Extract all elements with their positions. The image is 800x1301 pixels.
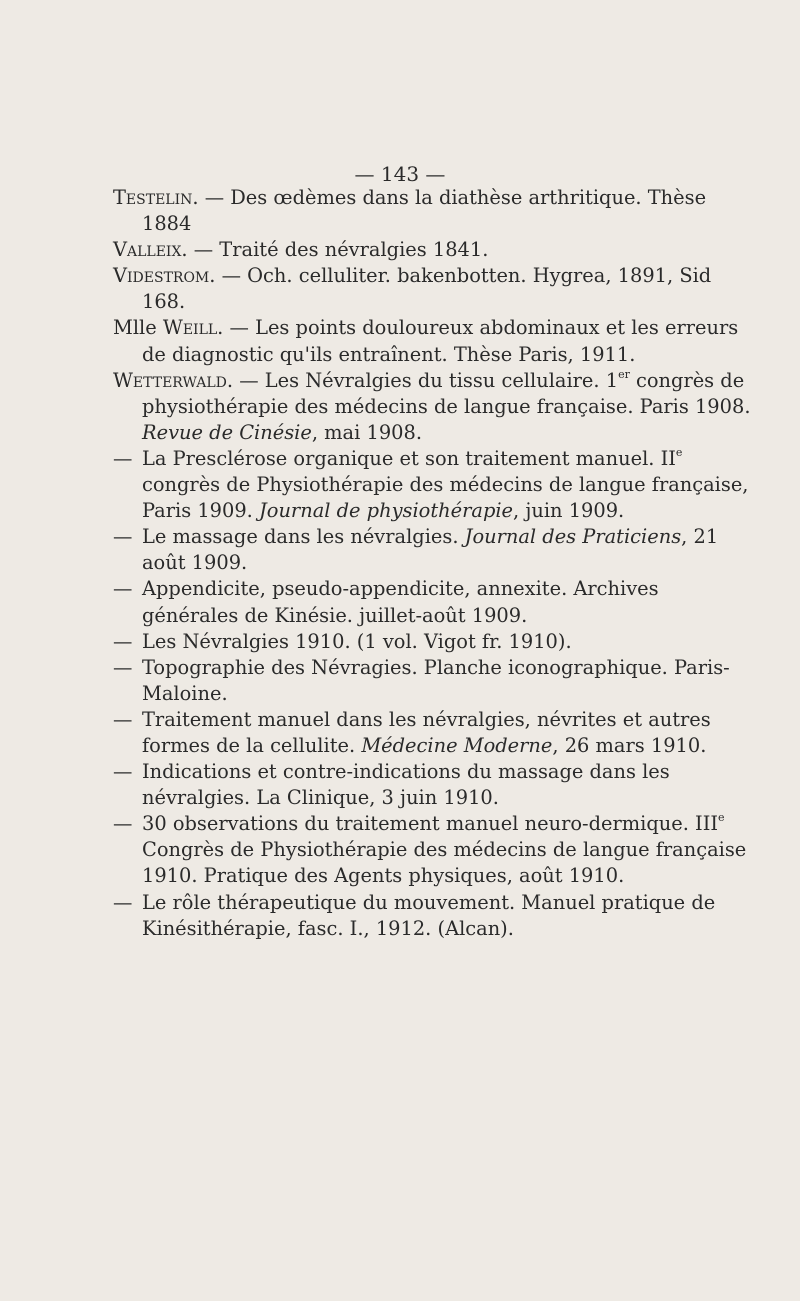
bib-entry [113,185,753,237]
bib-entry [113,576,753,628]
ordinal-superscript: er [618,367,630,381]
entry-text: Congrès de Physiothérapie des médecins de langue française 1910. Pratique des Agents physiques, août 1910. [142,838,747,888]
bib-entry [113,263,753,315]
entry-text: , 21 août 1909. [142,525,719,575]
journal-title: Médecine Moderne [361,733,553,757]
entry-text: Les Névralgies 1910. (1 vol. Vigot fr. 1910). [142,629,572,653]
entry-text: — Traité des névralgies 1841. [187,238,489,262]
bib-entry [113,524,753,576]
ditto-dash: — [113,890,133,914]
entry-text: 30 observations du traitement manuel neuro-dermique. III [142,812,719,836]
ordinal-superscript: e [675,445,683,459]
ditto-dash: — [113,655,133,679]
author-prefix: Mlle [113,316,163,340]
author-name: Testelin. [113,186,199,209]
entry-text: Appendicite, pseudo-appendicite, annexite. Archives générales de Kinésie. juillet-août 1909. [142,577,659,627]
bib-entry [113,315,753,367]
entry-text: congrès de physiothérapie des médecins de langue française. Paris 1908. [142,368,751,418]
ditto-dash: — [113,577,133,601]
entry-text: , juin 1909. [513,499,625,523]
entry-text: Le rôle thérapeutique du mouvement. Manuel pratique de Kinésithérapie, fasc. I., 1912. (Alcan). [142,890,716,940]
author-name: Valleix. [113,238,188,262]
ditto-dash: — [113,760,133,784]
page-number: — 143 — [354,162,446,186]
entry-text: Traitement manuel dans les névralgies, névrites et autres formes de la cellulite. [142,707,711,757]
entry-text: congrès de Physiothérapie des médecins de langue française, Paris 1909. [142,473,749,523]
bibliography-list [113,185,753,942]
entry-text: — Och. celluliter. bakenbotten. Hygrea, 1891, Sid 168. [142,264,712,314]
ditto-dash: — [113,629,133,653]
ordinal-superscript: e [718,811,725,825]
ditto-dash: — [113,707,133,731]
entry-text: Le massage dans les névralgies. [142,525,465,549]
author-name: Weill. [162,316,224,340]
entry-text: La Presclérose organique et son traitement manuel. II [142,446,676,470]
ditto-dash: — [113,446,133,470]
author-name: Wetterwald. [113,368,234,392]
entry-text: , 26 mars 1910. [552,733,707,757]
bib-entry [113,446,753,524]
journal-title: Revue de Cinésie [142,420,312,444]
entry-text: — Les points douloureux abdominaux et les erreurs de diagnostic qu'ils entraînent. Thèse Paris, 1911. [142,316,739,366]
author-name: Videstrom. [113,264,216,288]
bib-entry [113,237,753,263]
entry-text: Indications et contre-indications du massage dans les névralgies. La Clinique, 3 juin 1910. [142,760,670,810]
entry-text: — Les Névralgies du tissu cellulaire. 1 [233,368,619,392]
entry-text: , mai 1908. [311,420,422,444]
bib-entry [113,759,753,811]
bib-entry [113,811,753,889]
entry-text: — Des œdèmes dans la diathèse arthritique. Thèse 1884 [142,186,707,236]
bib-entry [113,890,753,942]
journal-title: Journal de physiothérapie [259,499,514,523]
bib-entry [113,368,753,446]
entry-text: Topographie des Névragies. Planche iconographique. Paris-Maloine. [142,655,730,705]
bib-entry [113,629,753,655]
bib-entry [113,707,753,759]
journal-title: Journal des Praticiens [464,525,682,549]
ditto-dash: — [113,812,133,836]
bib-entry [113,655,753,707]
ditto-dash: — [113,525,133,549]
